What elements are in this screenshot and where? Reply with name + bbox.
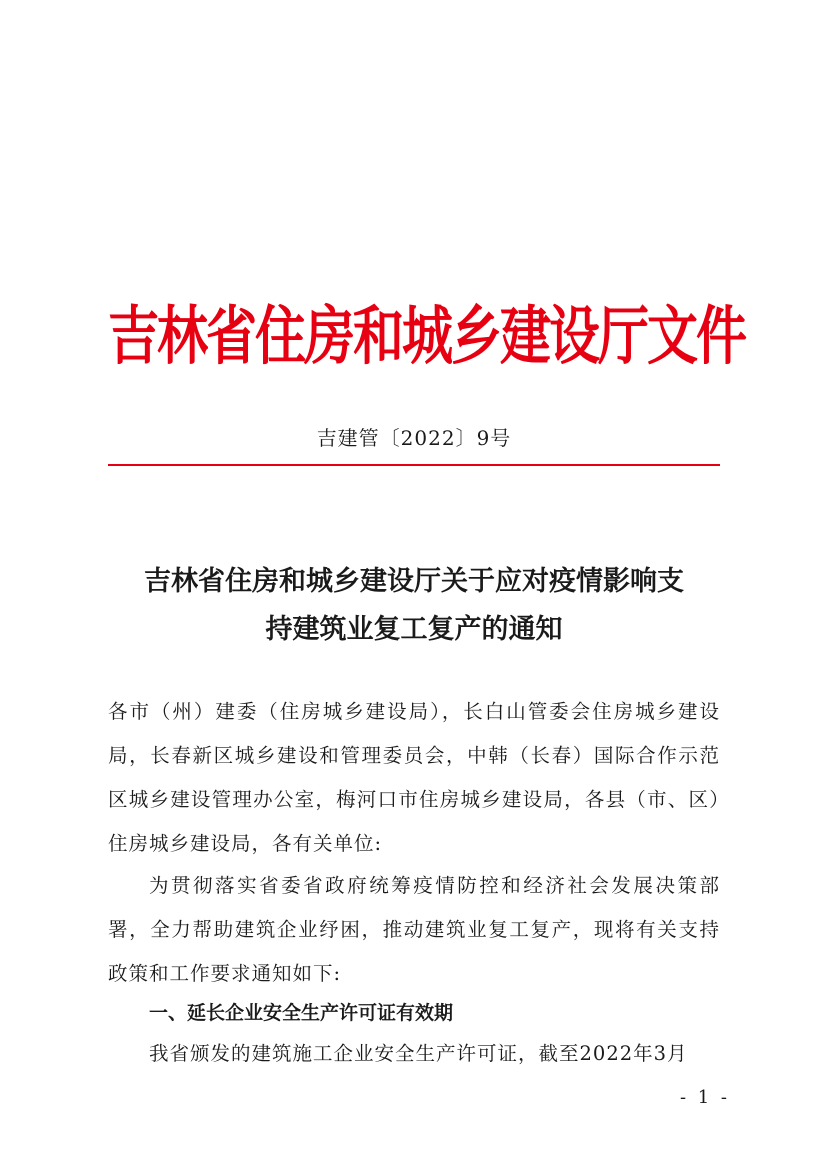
intro-paragraph: 为贯彻落实省委省政府统筹疫情防控和经济社会发展决策部署，全力帮助建筑企业纾困，推动建筑业复工复产，现将有关支持政策和工作要求通知如下:: [108, 874, 720, 985]
issuing-authority-header: 吉林省住房和城乡建设厅文件: [108, 300, 746, 375]
red-separator-line: [108, 464, 720, 466]
document-title: [100, 558, 728, 654]
title-line-1: 吉林省住房和城乡建设厅关于应对疫情影响支: [144, 566, 684, 597]
document-number: 吉建管〔2022〕9号: [316, 426, 512, 450]
section-1-paragraph: 我省颁发的建筑施工企业安全生产许可证，截至2022年3月: [149, 1042, 688, 1065]
title-line-2: 持建筑业复工复产的通知: [265, 614, 563, 645]
salutation-paragraph: 各市（州）建委（住房城乡建设局），长白山管委会住房城乡建设局，长春新区城乡建设和管理委员会，中韩（长春）国际合作示范区城乡建设管理办公室，梅河口市住房城乡建设局，各县（市、区）住房城乡建设局，各有关单位:: [108, 700, 720, 855]
section-heading-1: 一、延长企业安全生产许可证有效期: [149, 1002, 454, 1024]
page-number: - 1 -: [679, 1087, 730, 1108]
